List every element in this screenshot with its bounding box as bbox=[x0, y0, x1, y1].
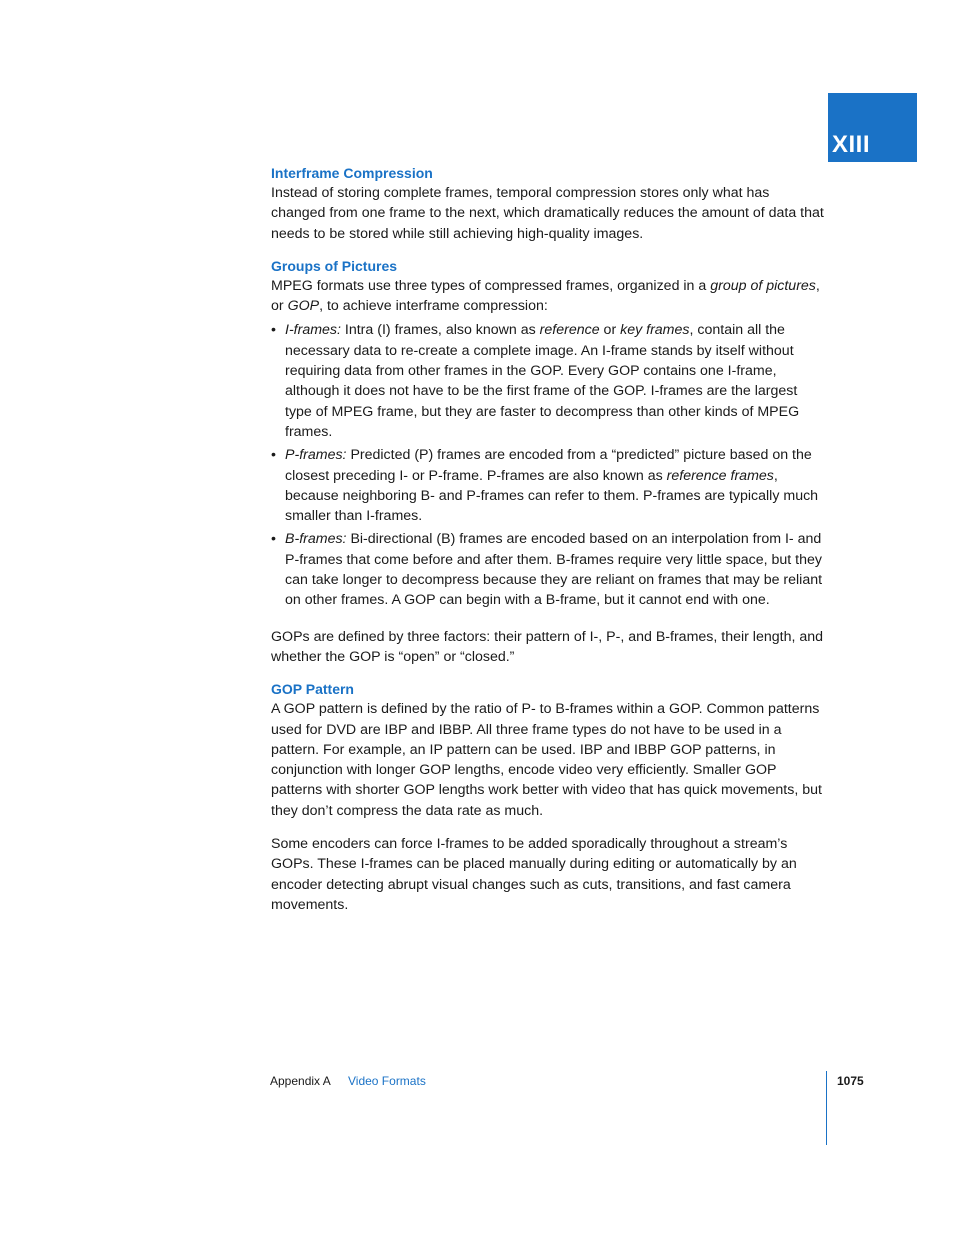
b-frames-text-1: Bi-directional (B) frames are encoded based on an interpolation from I- and P-frames that come before and after them. B-frames require very little space, but they can take longer to decompress because they are reliant on frames that may be reliant on other frames. A GOP can begin with a B-frame, but it cannot end with one. bbox=[285, 531, 823, 609]
bullet-mark: • bbox=[271, 531, 276, 548]
chapter-tab bbox=[828, 93, 917, 162]
gop-intro-text-2: , or bbox=[271, 277, 820, 315]
footer-appendix-label: Appendix A bbox=[270, 1074, 331, 1088]
i-frames-text-3: , contain all the necessary data to re-create a complete image. An I-frame stands by itself without requiring data from other frames in the GOP. Every GOP contains one I-frame, although it does not have to be the first frame of the GOP. I-frames are the largest type of MPEG frame, but they are faster to decompress than other kinds of MPEG frames. bbox=[285, 322, 800, 440]
heading-gop-pattern: GOP Pattern bbox=[271, 681, 354, 698]
p-frames-text-1: Predicted (P) frames are encoded from a “predicted” picture based on the closest preceding I- or P-frame. P-frames are also known as bbox=[285, 447, 812, 484]
p-frames-text-2: , because neighboring B- and P-frames can refer to them. P-frames are typically much smaller than I-frames. bbox=[285, 467, 819, 525]
list-item-i-frames bbox=[271, 320, 827, 442]
term-p-frames: P-frames: bbox=[285, 447, 347, 464]
paragraph-interframe: Instead of storing complete frames, temporal compression stores only what has changed from one frame to the next, which dramatically reduces the amount of data that needs to be stored while still achieving high-quality images. bbox=[271, 185, 824, 242]
page-number: 1075 bbox=[837, 1074, 864, 1088]
footer-section-title: Video Formats bbox=[348, 1074, 426, 1088]
paragraph-gop-pattern: A GOP pattern is defined by the ratio of P- to B-frames within a GOP. Common patterns used for DVD are IBP and IBBP. All three frame types do not have to be used in a pattern. For example, an IP pattern can be used. IBP and IBBP GOP patterns, in conjunction with longer GOP lengths, encode video very efficiently. Smaller GOP patterns with shorter GOP lengths work better with video that has quick movements, but they don’t compress the data rate as much. bbox=[271, 701, 822, 819]
gop-intro-text-3: , to achieve interframe compression: bbox=[319, 298, 548, 315]
heading-groups-of-pictures: Groups of Pictures bbox=[271, 257, 398, 274]
paragraph-encoders: Some encoders can force I-frames to be added sporadically throughout a stream’s GOPs. These I-frames can be placed manually during editing or automatically by an encoder detecting abrupt visual changes such as cuts, transitions, and fast camera movements. bbox=[271, 836, 797, 913]
gop-intro-text-1: MPEG formats use three types of compressed frames, organized in a bbox=[271, 277, 711, 294]
i-frames-emphasis-2: key frames bbox=[620, 322, 690, 339]
term-b-frames: B-frames: bbox=[285, 531, 347, 548]
list-item-p-frames bbox=[271, 445, 827, 526]
frame-type-list bbox=[271, 320, 827, 610]
paragraph-gop-summary: GOPs are defined by three factors: their pattern of I-, P-, and B-frames, their length, and whether the GOP is “open” or “closed.” bbox=[271, 628, 824, 665]
bullet-mark: • bbox=[271, 322, 276, 339]
page-content bbox=[271, 163, 827, 915]
list-item-b-frames bbox=[271, 529, 827, 610]
term-i-frames: I-frames: bbox=[285, 322, 341, 339]
heading-interframe-compression: Interframe Compression bbox=[271, 165, 433, 181]
i-frames-text-2: or bbox=[599, 322, 621, 339]
paragraph-gop-intro bbox=[271, 276, 827, 317]
bullet-mark: • bbox=[271, 447, 276, 464]
gop-intro-emphasis-2: GOP bbox=[287, 298, 320, 315]
gop-intro-emphasis-1: group of pictures bbox=[710, 277, 816, 294]
p-frames-emphasis-1: reference frames bbox=[666, 467, 774, 484]
i-frames-emphasis-1: reference bbox=[539, 322, 600, 339]
footer-divider bbox=[826, 1071, 827, 1145]
chapter-number: XIII bbox=[832, 131, 871, 158]
i-frames-text-1: Intra (I) frames, also known as bbox=[340, 322, 540, 339]
